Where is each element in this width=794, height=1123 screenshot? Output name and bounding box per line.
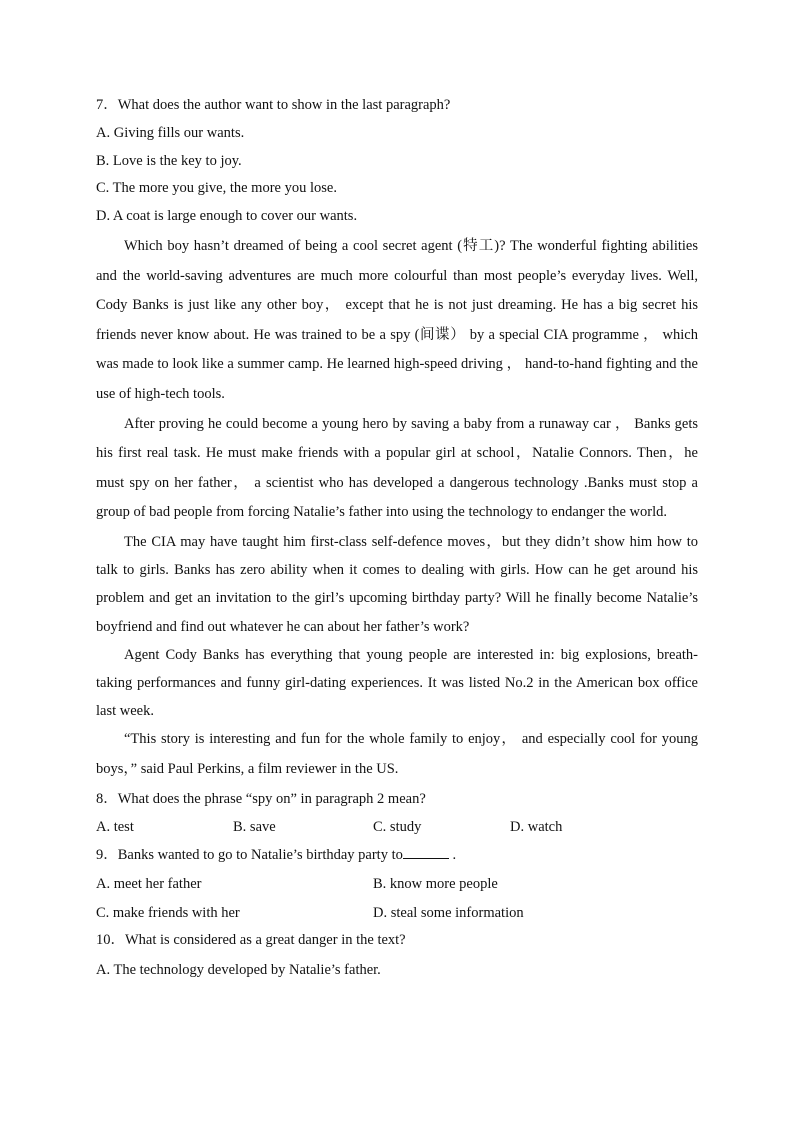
passage-paragraph-2: After proving he could become a young hero by saving a baby from a runaway car ， Banks gets his first real task. He must make friends with a popular girl at school，Natalie Connors. Then，he must spy on her father， a scientist who has developed a dangerous technology .Banks must stop a group of bad people from forcing Natalie’s father into using the technology to endanger the world. bbox=[96, 415, 698, 521]
question-7-option-a: A. Giving fills our wants. bbox=[96, 124, 245, 141]
document-page bbox=[96, 92, 698, 985]
question-9-options-row-1 bbox=[96, 870, 698, 899]
question-8-option-b: B. save bbox=[233, 819, 276, 836]
passage-paragraph-5: “This story is interesting and fun for the whole family to enjoy， and especially cool for young boys，” said Paul Perkins, a film reviewer in the US. bbox=[96, 731, 698, 777]
question-9-option-a: A. meet her father bbox=[96, 876, 202, 893]
answer-blank bbox=[403, 844, 449, 859]
question-7-option-c: C. The more you give, the more you lose. bbox=[96, 180, 337, 197]
question-10-stem: 10．What is considered as a great danger in the text? bbox=[96, 932, 406, 949]
question-7-option-d: D. A coat is large enough to cover our wants. bbox=[96, 208, 358, 225]
question-8-option-d: D. watch bbox=[510, 819, 563, 836]
question-9-options-row-2 bbox=[96, 899, 698, 928]
question-9-stem-end: . bbox=[448, 847, 457, 864]
question-8-option-a: A. test bbox=[96, 819, 134, 836]
question-8-options bbox=[96, 813, 698, 842]
question-7-option-b: B. Love is the key to joy. bbox=[96, 152, 242, 169]
question-8-option-c: C. study bbox=[373, 819, 422, 836]
question-9-option-c: C. make friends with her bbox=[96, 904, 240, 921]
passage-paragraph-4: Agent Cody Banks has everything that young people are interested in: big explosions, breath-taking performances and funny girl-dating experiences. It was listed No.2 in the American box office last week. bbox=[96, 646, 698, 720]
question-9-option-b: B. know more people bbox=[373, 876, 498, 893]
question-9-stem: 9．Banks wanted to go to Natalie’s birthday party to bbox=[96, 847, 403, 864]
passage-paragraph-1: Which boy hasn’t dreamed of being a cool secret agent (特工)? The wonderful fighting abilities and the world-saving adventures are much more colourful than most people’s everyday lives. Well, Cody Banks is just like any other boy， except that he is not just dreaming. He has a big secret his friends never know about. He was trained to be a spy (间谍） by a special CIA programme ， which was made to look like a summer camp. He learned high-speed driving ， hand-to-hand fighting and the use of high-tech tools. bbox=[96, 237, 698, 402]
question-7-stem: 7．What does the author want to show in the last paragraph? bbox=[96, 97, 451, 113]
question-10-option-a: A. The technology developed by Natalie’s father. bbox=[96, 961, 381, 978]
passage-paragraph-3: The CIA may have taught him first-class self-defence moves，but they didn’t show him how to talk to girls. Banks has zero ability when it comes to dealing with girls. How can he get around his problem and get an invitation to the girl’s upcoming birthday party? Will he finally become Natalie’s boyfriend and find out whatever he can about her father’s work? bbox=[96, 533, 698, 635]
question-8-stem: 8．What does the phrase “spy on” in paragraph 2 mean? bbox=[96, 790, 426, 807]
question-9-option-d: D. steal some information bbox=[373, 904, 524, 921]
question-9-stem-line bbox=[96, 842, 698, 870]
